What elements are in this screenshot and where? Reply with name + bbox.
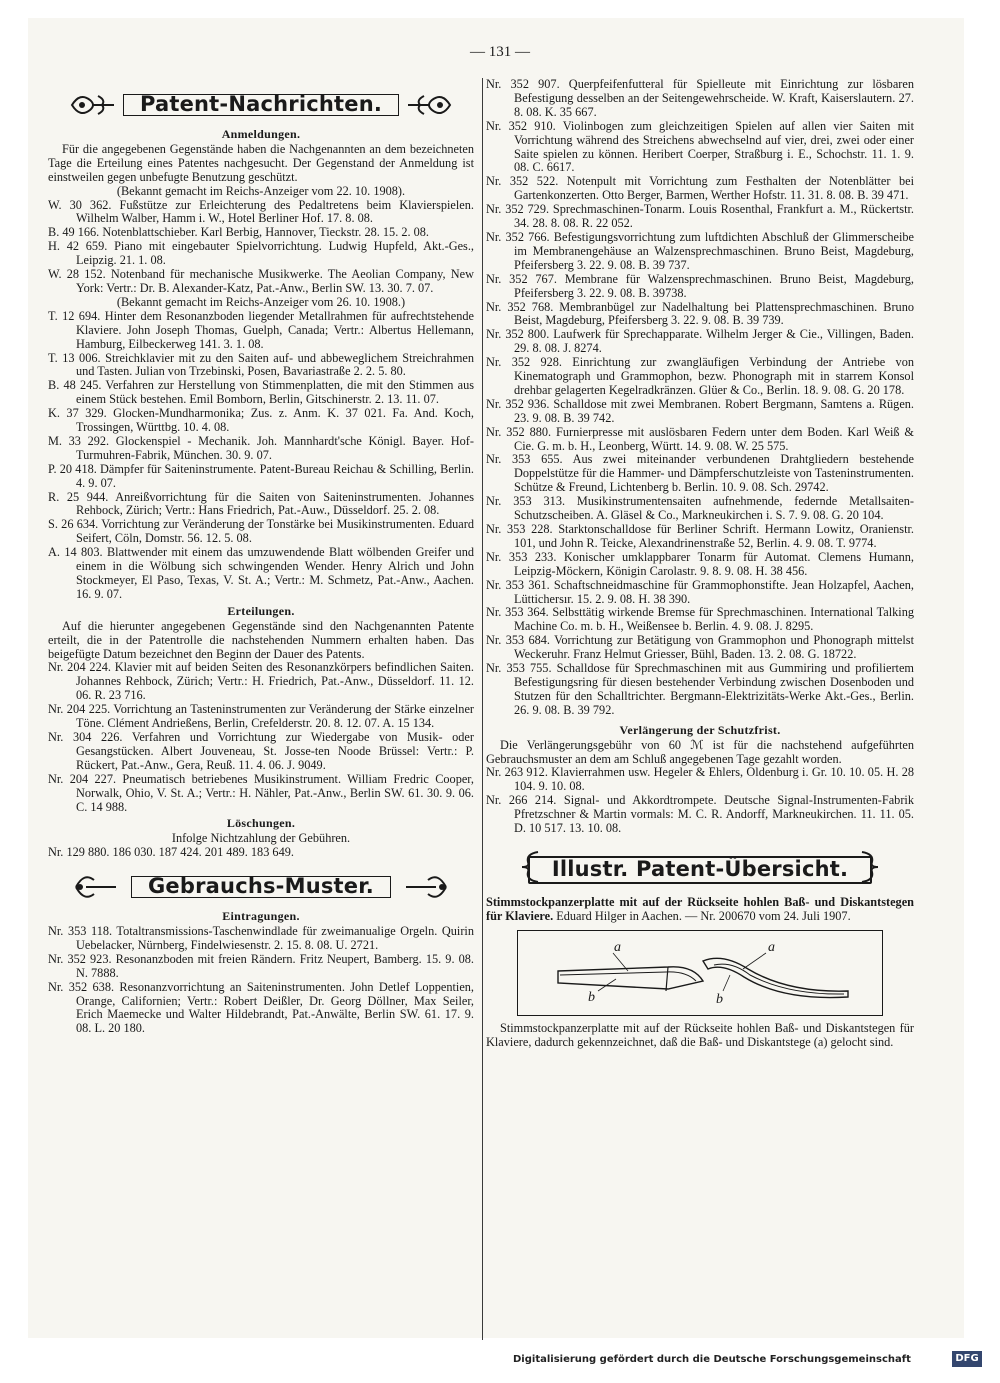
figure-label-a: a bbox=[768, 939, 775, 955]
list-item: Nr. 352 522. Notenpult mit Vorrichtung zum Festhalten der Notenblätter bei Gartenkonzerten. Otto Berger, Barmen, Werther Hofstr. 11. 31. 8. 08. B. 39 471. bbox=[486, 174, 914, 203]
list-item: Nr. 263 912. Klavierrahmen usw. Hegeler & Ehlers, Oldenburg i. Gr. 10. 10. 05. H. 28 104. 9. 10. 08. bbox=[486, 765, 914, 794]
list-item: W. 28 152. Notenband für mechanische Musikwerke. The Aeolian Company, New York: Vertr.: Dr. B. Alexander-Katz, Pat.-Anw., Berlin SW. 13. 30. 7. 07. bbox=[48, 267, 474, 295]
banner-title: Gebrauchs-Muster. bbox=[131, 876, 391, 898]
list-item: Nr. 353 755. Schalldose für Sprechmaschinen mit aus Gummiring und profiliertem Befestigungsring für diesen bestehender Verbindung zwischen Dosenboden und Stutzen für den Schalltrichter. Bergmann-Elektrizitäts-Werke Akt.-Ges., Berlin. 26. 9. 08. B. 39 792. bbox=[486, 661, 914, 717]
list-item: Nr. 353 228. Starktonschalldose für Berliner Schrift. Hermann Lowitz, Oranienstr. 101, und John R. Teicke, Alexandrinenstraße 52, Berlin. 4. 9. 08. T. 9774. bbox=[486, 522, 914, 550]
list-item: Nr. 352 936. Schalldose mit zwei Membranen. Robert Bergmann, Samtens a. Rügen. 23. 9. 08. B. 39 742. bbox=[486, 396, 914, 425]
list-item: Nr. 352 880. Furnierpresse mit auslösbaren Federn unter dem Boden. Karl Weiß & Cie. G. m. b. H., Leonberg, Württ. 14. 9. 08. W. 25 575. bbox=[486, 424, 914, 453]
section-heading: Erteilungen. bbox=[227, 603, 295, 618]
column-divider bbox=[482, 78, 483, 1340]
list-item: Nr. 352 800. Laufwerk für Sprechapparate. Wilhelm Jerger & Cie., Villingen, Baden. 29. 8. 08. J. 8274. bbox=[486, 327, 914, 356]
list-item: B. 48 245. Verfahren zur Herstellung von Stimmenplatten, die mit den Stimmen aus einem Stück bestehen. Emil Bomborn, Berlin, Gitschinerstr. 2. 13. 11. 07. bbox=[48, 378, 474, 407]
digitization-credit: Digitalisierung gefördert durch die Deutsche Forschungsgemeinschaft bbox=[513, 1354, 911, 1365]
list-item: S. 26 634. Vorrichtung zur Veränderung der Tonstärke bei Musikinstrumenten. Eduard Seifert, Cöln, Domstr. 56. 12. 5. 08. bbox=[48, 517, 474, 546]
illustr-owner: Eduard Hilger in Aachen. — Nr. 200670 vom 24. Juli 1907. bbox=[556, 908, 851, 923]
list-item: T. 13 006. Streichklavier mit zu den Saiten auf- und abbeweglichem Streichrahmen und Tasten. Julian von Trzebinski, Posen, Bavariastraße 2. 2. 5. 80. bbox=[48, 350, 474, 379]
list-item: Nr. 353 313. Musikinstrumentensaiten aufnehmende, federnde Metallsaiten-Schutzscheiben. A. Gläsel & Co., Markneukirchen i. S. 7. 9. 08. G. 20 104. bbox=[486, 494, 914, 523]
list-item: K. 37 329. Glocken-Mundharmonika; Zus. z. Anm. K. 37 021. Fa. And. Koch, Trossingen, Württbg. 10. 4. 08. bbox=[48, 406, 474, 435]
figure-label-b: b bbox=[588, 989, 595, 1005]
list-item: Nr. 352 910. Violinbogen zum gleichzeitigen Spielen auf allen vier Saiten mit Vorrichtung während des Streichens abwechselnd auf vier, drei, zwei oder einer Saite spielen zu können. Heribert Coerper, Straßburg i. E., Schochstr. 11. 1. 9. 08. C. 6617. bbox=[486, 118, 914, 175]
bracket-ornament-icon bbox=[508, 850, 556, 884]
list-item: Nr. 204 225. Vorrichtung an Tasteninstrumenten zur Veränderung der Stärke einzelner Töne. Clément Andrießens, Berlin, Crefelderstr. 20. 8. 12. 07. A. 15 134. bbox=[48, 702, 474, 731]
list-item: Nr. 353 118. Totaltransmissions-Taschenwindlade für zweimanualige Orgeln. Quirin Uebelacker, Nürnberg, Findelwiesenstr. 2. 15. 8. 08. U. 2721. bbox=[48, 924, 474, 952]
page-number: — 131 — bbox=[470, 44, 530, 60]
paragraph: Für die angegebenen Gegenstände haben die Nachgenannten an dem bezeichneten Tage die Erteilung eines Patentes nachgesucht. Der Gegenstand der Anmeldung ist einstweilen gegen unbefugte Benutzung geschützt. bbox=[48, 141, 474, 184]
list-item: Nr. 352 768. Membranbügel zur Nadelhaltung bei Plattensprechmaschinen. Bruno Beist, Magdeburg, Pfeifersberg 3. 22. 9. 08. B. 39 739. bbox=[486, 299, 914, 328]
list-item: Nr. 204 227. Pneumatisch betriebenes Musikinstrument. William Fredric Cooper, Norwalk, Ohio, V. St. A.; Vertr.: H. Nähler, Pat.-Anw., Berlin SW. 61. 30. 9. 06. C. 14 988. bbox=[48, 771, 474, 814]
stimmstock-drawing bbox=[518, 931, 882, 1015]
list-item: Nr. 352 923. Resonanzboden mit freien Rändern. Fritz Neupert, Bamberg. 15. 9. 08. N. 7888. bbox=[48, 951, 474, 980]
list-item: Nr. 352 729. Sprechmaschinen-Tonarm. Louis Rosenthal, Frankfurt a. M., Rückertstr. 34. 28. 8. 08. R. 22 052. bbox=[486, 202, 914, 231]
left-column bbox=[48, 84, 474, 1036]
ornament-icon bbox=[406, 88, 454, 122]
notice: Infolge Nichtzahlung der Gebühren. bbox=[171, 831, 351, 846]
list-item: Nr. 353 233. Konischer umklappbarer Tonarm für Automat. Clemens Humann, Leipzig-Möckern, Königin Carolastr. 9. 8. 9. 08. H. 38 456. bbox=[486, 549, 914, 578]
list-item: Nr. 352 928. Einrichtung zur zwangläufigen Verbindung der Antriebe von Kinematograph und Grammophon, bezw. Phonograph mit in starrem Konsol drehbar gelagerten Kegelradkränzen. Glüer & Co., Berlin. 18. 9. 08. G. 20 178. bbox=[486, 355, 914, 397]
list-item: Nr. 353 655. Aus zwei miteinander verbundenen Drahtgliedern bestehende Doppelstütze für die Hammer- und Dämpferschutzleiste von Tasteninstrumenten. Schütze & Freund, Lichtenberg b. Berlin. 10. 9. 08. Sch. 29742. bbox=[486, 452, 914, 495]
list-item: Nr. 204 224. Klavier mit auf beiden Seiten des Resonanzkörpers befindlichen Saiten. Johannes Rehbock, Zürich; Vertr.: H. Friedrich, Pat.-Anw., Düsseldorf. 11. 12. 06. R. 23 716. bbox=[48, 660, 474, 703]
list-item: Nr. 353 364. Selbsttätig wirkende Bremse für Sprechmaschinen. International Talking Machine Co. m. b. H., Weißensee b. Berlin. 4. 9. 08. J. 8295. bbox=[486, 605, 914, 634]
notice: (Bekannt gemacht im Reichs-Anzeiger vom 26. 10. 1908.) bbox=[116, 294, 406, 309]
list-item: A. 14 803. Blattwender mit einem das umzuwendende Blatt wölbenden Greifer und einem in die Wölbung sich schwingenden Wender. Henry Alrich und John Stockmeyer, El Paso, Texas, V. St. A.; Vertr.: M. Schmetz, Pat.-Anw., Aachen. 16. 9. 07. bbox=[48, 545, 474, 601]
list-item: B. 49 166. Notenblattschieber. Karl Berbig, Hannover, Tieckstr. 28. 15. 2. 08. bbox=[48, 225, 430, 240]
list-item: R. 25 944. Anreißvorrichtung für die Saiten von Saiteninstrumenten. Johannes Rehbock, Zürich; Vertr.: Hans Friedrich, Pat.-Auw., Düsseldorf. 25. 2. 08. bbox=[48, 489, 474, 518]
list-item: T. 12 694. Hinter dem Resonanzboden liegender Metallrahmen für aufrechtstehende Klaviere. John Joseph Thomas, Guelph, Canada; Vertr.: Albertus Hellemann, Hamburg, Eilbeckerweg 141. 3. 1. 08. bbox=[48, 308, 474, 351]
notice: (Bekannt gemacht im Reichs-Anzeiger vom 22. 10. 1908). bbox=[116, 183, 406, 198]
list-item: Nr. 352 767. Membrane für Walzensprechmaschinen. Bruno Beist, Magdeburg, Pfeifersberg 3. 22. 9. 08. B. 39738. bbox=[486, 271, 914, 300]
bracket-ornament-icon bbox=[844, 850, 892, 884]
figure-caption: Stimmstockpanzerplatte mit auf der Rückseite hohlen Baß- und Diskantstegen für Klaviere, dadurch gekennzeichnet, daß die Baß- und Diskantstege (a) gelocht sind. bbox=[486, 1020, 914, 1049]
list-item: Nr. 353 684. Vorrichtung zur Betätigung von Grammophon und Phonograph mittelst Weckeruhr. Franz Helmut Griesser, Bühl, Baden. 13. 2. 08. G. 18722. bbox=[486, 633, 914, 662]
section-heading: Eintragungen. bbox=[222, 909, 300, 924]
figure-label-a: a bbox=[614, 939, 621, 955]
list-item: M. 33 292. Glockenspiel - Mechanik. Joh. Mannhardt'sche Königl. Bayer. Hof-Turmuhren-Fabrik, München. 30. 9. 07. bbox=[48, 433, 474, 462]
banner-title: Illustr. Patent-Übersicht. bbox=[528, 856, 872, 884]
section-heading: Verlängerung der Schutzfrist. bbox=[619, 722, 781, 737]
list-item: Nr. 352 907. Querpfeifenfutteral für Spielleute mit Einrichtung zur lösbaren Befestigung desselben an der Seitengewehrscheide. W. Kraft, Kaiserslautern. 27. 8. 08. K. 35 667. bbox=[486, 77, 914, 119]
list-item: Nr. 352 766. Befestigungsvorrichtung zum luftdichten Abschluß der Glimmerscheibe im Membranengehäuse an Walzensprechmaschinen. Bruno Beist, Magdeburg, Pfeifersberg 3. 22. 9. 08. B. 39 737. bbox=[486, 229, 914, 272]
ornament-icon bbox=[68, 88, 116, 122]
list-item: P. 20 418. Dämpfer für Saiteninstrumente. Patent-Bureau Reichau & Schilling, Berlin. 4. 9. 07. bbox=[48, 461, 474, 490]
right-column bbox=[486, 78, 914, 1050]
list-item: Nr. 352 638. Resonanzvorrichtung an Saiteninstrumenten. John Detlef Loppentien, Orange, Californien; Vertr.: Robert Deißler, Dr. Georg Döllner, Max Seiler, Erich Maemecke und Walter Hildebrandt, Pat.-Anwälte, Berlin SW. 61. 17. 9. 08. L. 20 180. bbox=[48, 979, 474, 1036]
figure-label-b: b bbox=[716, 991, 723, 1007]
list-item: Nr. 129 880. 186 030. 187 424. 201 489. 183 649. bbox=[48, 845, 294, 860]
patent-figure bbox=[517, 930, 883, 1016]
banner-title: Patent-Nachrichten. bbox=[123, 94, 399, 116]
paragraph: Die Verlängerungsgebühr von 60 ℳ ist für die nachstehend aufgeführten Gebrauchsmuster an dem am Schluß angegebenen Tage gezahlt worden. bbox=[486, 737, 914, 766]
section-heading: Löschungen. bbox=[226, 816, 296, 831]
dfg-logo: DFG bbox=[952, 1351, 982, 1367]
banner-illustr-patent-uebersicht bbox=[486, 850, 914, 890]
section-heading: Anmeldungen. bbox=[221, 127, 301, 141]
banner-patent-nachrichten bbox=[48, 88, 474, 122]
ornament-icon bbox=[404, 870, 452, 904]
list-item: Nr. 304 226. Verfahren und Vorrichtung zur Wiedergabe von Musik- oder Gesangstücken. Albert Jouveneau, St. Josse-ten Noode Brüssel: Vertr.: P. Rückert, Pat.-Anw., Gera, Reuß. 11. 4. 06. J. 9049. bbox=[48, 729, 474, 772]
list-item: Nr. 266 214. Signal- und Akkordtrompete. Deutsche Signal-Instrumenten-Fabrik Pfretzschner & Martin vormals: M. C. R. Andorff, Markneukirchen. 11. 11. 05. D. 10 517. 13. 10. 08. bbox=[486, 793, 914, 836]
banner-gebrauchs-muster bbox=[48, 870, 474, 904]
ornament-icon bbox=[70, 870, 118, 904]
list-item: W. 30 362. Fußstütze zur Erleichterung des Pedaltretens beim Klavierspielen. Wilhelm Walber, Hamm i. W., Hotel Berliner Hof. 17. 8. 08. bbox=[48, 197, 474, 226]
list-item: Nr. 353 361. Schaftschneidmaschine für Grammophonstifte. Jean Holzapfel, Aachen, Lüttichersır. 15. 2. 9. 08. H. 38 390. bbox=[486, 577, 914, 606]
paragraph: Auf die hierunter angegebenen Gegenstände sind den Nachgenannten Patente erteilt, die in der Patentrolle die nachstehenden Nummern erhalten haben. Das beigefügte Datum bezeichnet den Beginn der Dauer des Patents. bbox=[48, 618, 474, 661]
list-item: H. 42 659. Piano mit eingebauter Spielvorrichtung. Ludwig Hupfeld, Akt.-Ges., Leipzig. 21. 1. 08. bbox=[48, 239, 474, 268]
illustr-heading: Stimmstockpanzerplatte mit auf der Rückseite hohlen Baß- und Diskantstegen für Klaviere. bbox=[486, 894, 914, 923]
